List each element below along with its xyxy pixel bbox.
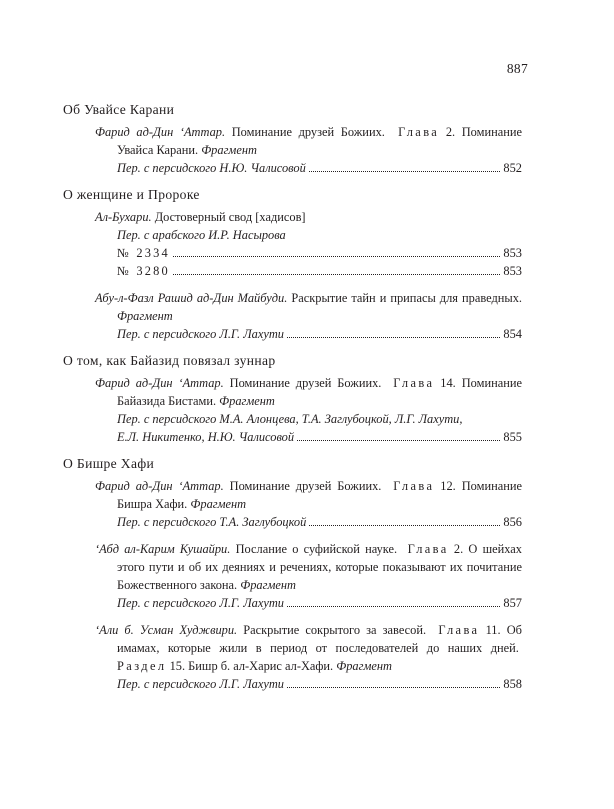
toc-entry [95, 289, 522, 343]
page-ref: 852 [500, 159, 522, 177]
entry-title: Фарид ад-Дин ‘Аттар. Поминание друзей Божиих. Глава 2. Поминание Увайса Карани. Фрагмент [95, 125, 522, 157]
entry-title: ‘Абд ал-Карим Кушайри. Послание о суфийской науке. Глава 2. О шейхах этого пути и об их деяниях и речениях, которые показывают их почитание Божественного закона. Фрагмент [95, 542, 523, 592]
toc-section [63, 352, 522, 446]
page-ref: 857 [500, 594, 522, 612]
entry-title: ‘Али б. Усман Худжвири. Раскрытие сокрытого за завесой. Глава 11. Об имамах, которые жили в период от последователей до наших дней. Раздел 15. Бишр б. ал-Харис ал-Хафи. Фрагмент [95, 623, 522, 673]
entry-title: Фарид ад-Дин ‘Аттар. Поминание друзей Божиих. Глава 14. Поминание Байазида Бистами. Фрагмент [95, 376, 522, 408]
toc-section [63, 455, 522, 693]
translation-line: Пер. с персидского М.А. Алонцева, Т.А. Заглубоцкой, Л.Г. Лахути, [117, 412, 463, 426]
page-ref: 855 [500, 428, 522, 446]
translation-line: Пер. с персидского Л.Г. Лахути 858 [117, 677, 522, 691]
translation-line: Пер. с персидского Т.А. Заглубоцкой 856 [117, 515, 522, 529]
section-title: О том, как Байазид повязал зуннар [63, 353, 276, 368]
section-title: Об Увайсе Карани [63, 102, 175, 117]
entry-title: Фарид ад-Дин ‘Аттар. Поминание друзей Божиих. Глава 12. Поминание Бишра Хафи. Фрагмент [95, 479, 522, 511]
toc-entry [95, 123, 522, 177]
hadith-item: № 2334 853 [117, 246, 522, 260]
page-number: 887 [506, 61, 528, 76]
table-of-contents [63, 101, 522, 702]
translation-line: Пер. с персидского Н.Ю. Чалисовой 852 [117, 161, 522, 175]
toc-entry [95, 374, 522, 446]
translation-line: Е.Л. Никитенко, Н.Ю. Чалисовой 855 [117, 430, 522, 444]
page-ref: 853 [500, 244, 522, 262]
toc-entry [95, 208, 522, 280]
toc-entry [95, 477, 522, 531]
translation-line: Пер. с арабского И.Р. Насырова [117, 228, 286, 242]
toc-section [63, 101, 522, 177]
translation-line: Пер. с персидского Л.Г. Лахути 854 [117, 327, 522, 341]
page-ref: 858 [500, 675, 522, 693]
entry-title: Абу-л-Фазл Рашид ад-Дин Майбуди. Раскрытие тайн и припасы для праведных. Фрагмент [95, 291, 522, 323]
toc-entry [95, 621, 522, 693]
page-ref: 853 [500, 262, 522, 280]
toc-section [63, 186, 522, 343]
page-ref: 856 [500, 513, 522, 531]
hadith-item: № 3280 853 [117, 264, 522, 278]
translation-line: Пер. с персидского Л.Г. Лахути 857 [117, 596, 522, 610]
section-title: О Бишре Хафи [63, 456, 155, 471]
entry-title: Ал-Бухари. Достоверный свод [хадисов] [95, 210, 306, 224]
section-title: О женщине и Пророке [63, 187, 200, 202]
toc-entry [95, 540, 522, 612]
page-ref: 854 [500, 325, 522, 343]
